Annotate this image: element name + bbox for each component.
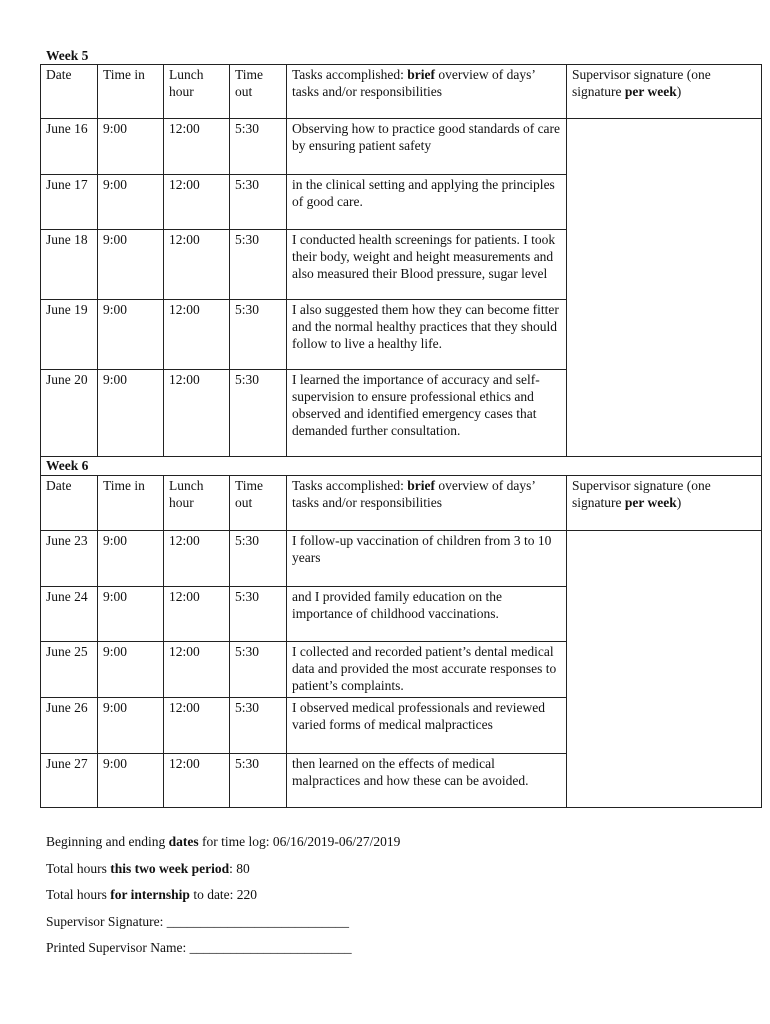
row-time-out: 5:30 xyxy=(230,300,287,370)
week-5-header-row xyxy=(41,65,762,119)
header-supervisor-signature xyxy=(567,476,762,531)
header-lunch-hour: Lunch hour xyxy=(164,65,230,119)
row-time-in: 9:00 xyxy=(98,531,164,587)
header-supervisor-signature xyxy=(567,65,762,119)
row-task: I follow-up vaccination of children from 3 to 10 years xyxy=(287,531,567,587)
row-time-out: 5:30 xyxy=(230,587,287,642)
week-5-title: Week 5 xyxy=(46,48,89,63)
row-time-in: 9:00 xyxy=(98,754,164,808)
header-sig-prefix: Supervisor signature (one signature xyxy=(572,478,711,510)
header-tasks-suffix: overview of days’ tasks and/or responsibilities xyxy=(292,478,535,510)
row-task: I conducted health screenings for patients. I took their body, weight and height measurements and also measured their Blood pressure, sugar level xyxy=(287,230,567,300)
header-sig-suffix: ) xyxy=(676,84,682,99)
row-time-out: 5:30 xyxy=(230,698,287,754)
row-date: June 20 xyxy=(41,370,98,457)
dates-suffix: for time log: 06/16/2019-06/27/2019 xyxy=(198,834,401,849)
week-6-signature-cell[interactable] xyxy=(567,531,762,808)
period-bold: this two week period xyxy=(110,860,230,876)
row-date: June 19 xyxy=(41,300,98,370)
total-hours-period xyxy=(46,859,746,886)
total-hours-internship xyxy=(46,885,746,912)
period-prefix: Total hours xyxy=(46,860,111,876)
row-lunch: 12:00 xyxy=(164,754,230,808)
intern-prefix: Total hours xyxy=(46,887,111,902)
table-row xyxy=(41,119,762,175)
header-time-out: Time out xyxy=(230,65,287,119)
row-date: June 25 xyxy=(41,642,98,698)
row-lunch: 12:00 xyxy=(164,642,230,698)
row-time-in: 9:00 xyxy=(98,370,164,457)
header-sig-bold: per week xyxy=(624,84,677,99)
row-lunch: 12:00 xyxy=(164,587,230,642)
row-date: June 24 xyxy=(41,587,98,642)
row-task: in the clinical setting and applying the principles of good care. xyxy=(287,175,567,230)
row-time-in: 9:00 xyxy=(98,230,164,300)
row-date: June 23 xyxy=(41,531,98,587)
row-time-in: 9:00 xyxy=(98,175,164,230)
row-time-out: 5:30 xyxy=(230,370,287,457)
row-time-in: 9:00 xyxy=(98,119,164,175)
printed-supervisor-name-line[interactable]: Printed Supervisor Name: ________________________ xyxy=(46,940,352,955)
row-time-in: 9:00 xyxy=(98,698,164,754)
row-task: then learned on the effects of medical malpractices and how these can be avoided. xyxy=(287,754,567,808)
header-date: Date xyxy=(41,65,98,119)
header-time-in: Time in xyxy=(98,65,164,119)
dates-prefix: Beginning and ending xyxy=(46,834,169,849)
header-lunch-hour: Lunch hour xyxy=(164,476,230,531)
header-time-out: Time out xyxy=(230,476,287,531)
header-tasks-bold: brief xyxy=(407,67,436,82)
row-time-in: 9:00 xyxy=(98,642,164,698)
supervisor-signature-line[interactable]: Supervisor Signature: ___________________________ xyxy=(46,913,349,929)
row-task: Observing how to practice good standards of care by ensuring patient safety xyxy=(287,119,567,175)
header-tasks-suffix: overview of days’ tasks and/or responsibilities xyxy=(292,67,535,99)
timesheet xyxy=(40,48,761,808)
timesheet-footer xyxy=(46,832,746,965)
header-sig-bold: per week xyxy=(624,495,677,510)
row-lunch: 12:00 xyxy=(164,230,230,300)
intern-bold: for internship xyxy=(110,887,190,902)
header-time-in: Time in xyxy=(98,476,164,531)
row-lunch: 12:00 xyxy=(164,531,230,587)
row-time-out: 5:30 xyxy=(230,754,287,808)
time-log-dates xyxy=(46,832,746,859)
header-sig-suffix: ) xyxy=(676,495,682,510)
header-tasks-prefix: Tasks accomplished: xyxy=(292,478,408,493)
row-task: I collected and recorded patient’s dental medical data and provided the most accurate responses to patient’s complaints. xyxy=(287,642,567,698)
row-time-out: 5:30 xyxy=(230,175,287,230)
row-date: June 18 xyxy=(41,230,98,300)
row-lunch: 12:00 xyxy=(164,698,230,754)
header-tasks xyxy=(287,476,567,531)
week-5-signature-cell[interactable] xyxy=(567,119,762,457)
week-6-title: Week 6 xyxy=(41,457,762,476)
intern-suffix: to date: 220 xyxy=(189,887,258,902)
row-date: June 16 xyxy=(41,119,98,175)
week-6-header-row xyxy=(41,476,762,531)
row-task: and I provided family education on the importance of childhood vaccinations. xyxy=(287,587,567,642)
table-row xyxy=(41,531,762,587)
row-time-out: 5:30 xyxy=(230,642,287,698)
row-task: I observed medical professionals and reviewed varied forms of medical malpractices xyxy=(287,698,567,754)
row-time-out: 5:30 xyxy=(230,230,287,300)
header-date: Date xyxy=(41,476,98,531)
row-lunch: 12:00 xyxy=(164,300,230,370)
row-date: June 17 xyxy=(41,175,98,230)
header-tasks-bold: brief xyxy=(407,478,436,493)
row-time-out: 5:30 xyxy=(230,119,287,175)
row-task: I learned the importance of accuracy and self-supervision to ensure professional ethics and observed and identified emergency cases that demanded further consultation. xyxy=(287,370,567,457)
week-6-title-row xyxy=(41,457,762,476)
row-lunch: 12:00 xyxy=(164,119,230,175)
header-tasks-prefix: Tasks accomplished: xyxy=(292,67,408,82)
period-suffix: : 80 xyxy=(229,860,250,876)
dates-bold: dates xyxy=(168,834,199,849)
header-tasks xyxy=(287,65,567,119)
row-lunch: 12:00 xyxy=(164,175,230,230)
row-date: June 27 xyxy=(41,754,98,808)
row-time-out: 5:30 xyxy=(230,531,287,587)
row-lunch: 12:00 xyxy=(164,370,230,457)
header-sig-prefix: Supervisor signature (one signature xyxy=(572,67,711,99)
week-5-table xyxy=(40,64,762,808)
row-time-in: 9:00 xyxy=(98,587,164,642)
row-date: June 26 xyxy=(41,698,98,754)
row-time-in: 9:00 xyxy=(98,300,164,370)
row-task: I also suggested them how they can become fitter and the normal healthy practices that they should follow to live a healthy life. xyxy=(287,300,567,370)
